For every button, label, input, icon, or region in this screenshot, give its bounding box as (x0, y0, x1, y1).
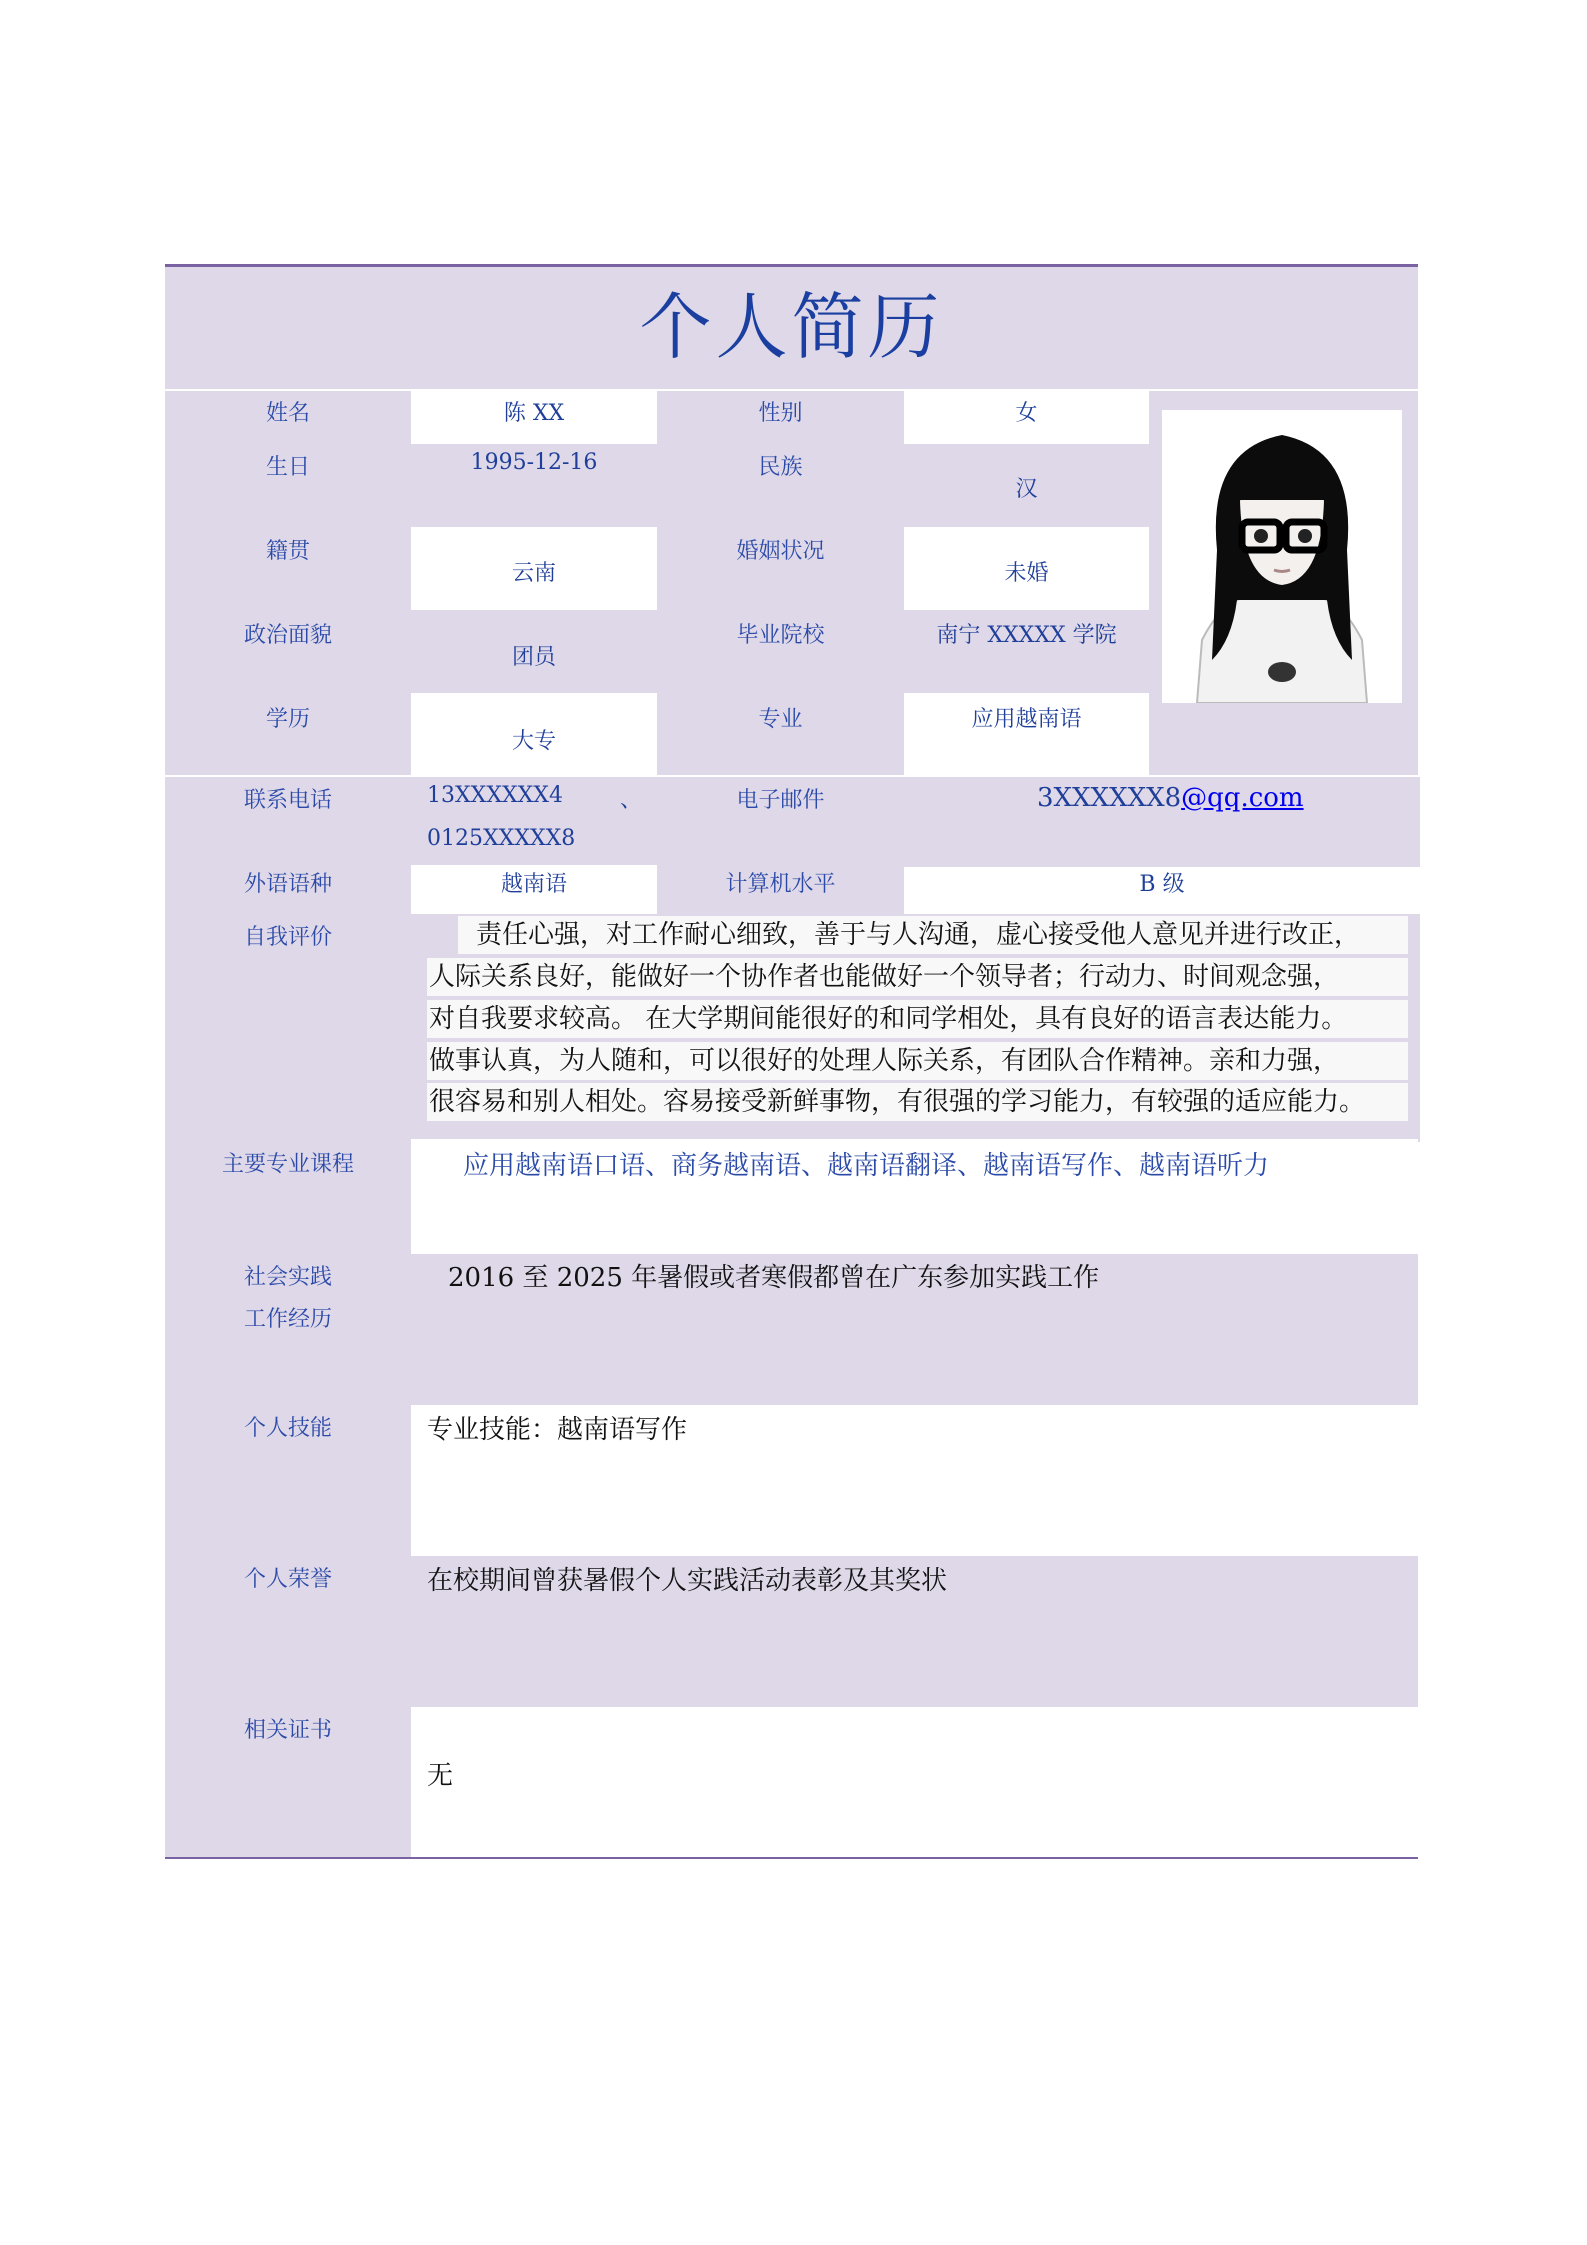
label-native-place: 籍贯 (265, 539, 310, 564)
label-foreign-language: 外语语种 (243, 872, 332, 897)
self-evaluation-line (427, 1042, 1408, 1080)
label-computer-level: 计算机水平 (725, 872, 836, 897)
bottom-border-line (165, 1857, 1418, 1859)
value-political: 团员 (511, 645, 556, 670)
certificates-cell (411, 1707, 1418, 1857)
value-education: 大专 (511, 729, 556, 754)
label-gender: 性别 (758, 401, 803, 426)
label-ethnicity: 民族 (758, 455, 803, 480)
label-self-evaluation: 自我评价 (243, 925, 332, 950)
value-courses: 应用越南语口语、商务越南语、越南语翻译、越南语写作、越南语听力 (463, 1151, 1270, 1181)
value-ethnicity: 汉 (1015, 477, 1038, 502)
label-birthday: 生日 (265, 455, 310, 480)
label-courses: 主要专业课程 (221, 1152, 354, 1177)
self-evaluation-text: 人际关系良好，能做好一个协作者也能做好一个领导者；行动力、时间观念强， (429, 962, 1340, 992)
self-evaluation-line (427, 1000, 1408, 1038)
page-title: 个人简历 (639, 285, 944, 369)
email-user: 3XXXXXX8 (1037, 783, 1182, 813)
label-work-history: 工作经历 (243, 1307, 332, 1332)
value-foreign-language: 越南语 (500, 872, 567, 897)
label-education: 学历 (265, 707, 310, 732)
value-marital: 未婚 (1004, 561, 1049, 586)
value-phone-2: 0125XXXXX8 (427, 826, 576, 851)
label-practice: 社会实践 (243, 1265, 332, 1290)
label-phone: 联系电话 (243, 788, 332, 813)
label-skills: 个人技能 (243, 1416, 332, 1441)
avatar-icon (1162, 410, 1402, 703)
label-certificates: 相关证书 (243, 1718, 332, 1743)
self-evaluation-text: 很容易和别人相处。容易接受新鲜事物，有很强的学习能力，有较强的适应能力。 (429, 1087, 1366, 1117)
self-evaluation-line (427, 1083, 1408, 1121)
value-name: 陈 XX (503, 401, 565, 426)
self-evaluation-line (458, 916, 1408, 954)
phone-separator: 、 (620, 788, 643, 813)
label-email: 电子邮件 (736, 788, 825, 813)
label-name: 姓名 (265, 401, 310, 426)
value-honors: 在校期间曾获暑假个人实践活动表彰及其奖状 (427, 1566, 948, 1596)
value-skills: 专业技能：越南语写作 (427, 1415, 688, 1445)
email-link[interactable]: @qq.com (1181, 783, 1304, 813)
email-value (1037, 783, 1304, 813)
value-phone-1: 13XXXXXX4 (427, 783, 563, 808)
value-gender: 女 (1015, 401, 1038, 426)
self-evaluation-text: 责任心强，对工作耐心细致，善于与人沟通，虚心接受他人意见并进行改正， (476, 920, 1361, 950)
value-native-place: 云南 (511, 561, 556, 586)
value-computer-level: B 级 (1139, 872, 1185, 897)
value-birthday: 1995-12-16 (470, 450, 598, 475)
value-school: 南宁 XXXXX 学院 (936, 623, 1117, 648)
self-evaluation-text: 做事认真，为人随和，可以很好的处理人际关系，有团队合作精神。亲和力强， (429, 1046, 1340, 1076)
value-practice: 2016 至 2025 年暑假或者寒假都曾在广东参加实践工作 (448, 1263, 1100, 1293)
label-political: 政治面貌 (243, 623, 332, 648)
self-evaluation-line (427, 958, 1408, 996)
self-evaluation-text: 对自我要求较高。 在大学期间能很好的和同学相处，具有良好的语言表达能力。 (429, 1004, 1348, 1034)
value-certificates: 无 (427, 1761, 454, 1791)
label-marital: 婚姻状况 (736, 539, 825, 564)
avatar-photo (1162, 410, 1402, 703)
label-school: 毕业院校 (736, 623, 825, 648)
label-honors: 个人荣誉 (243, 1567, 332, 1592)
value-major: 应用越南语 (971, 707, 1082, 732)
label-major: 专业 (758, 707, 803, 732)
